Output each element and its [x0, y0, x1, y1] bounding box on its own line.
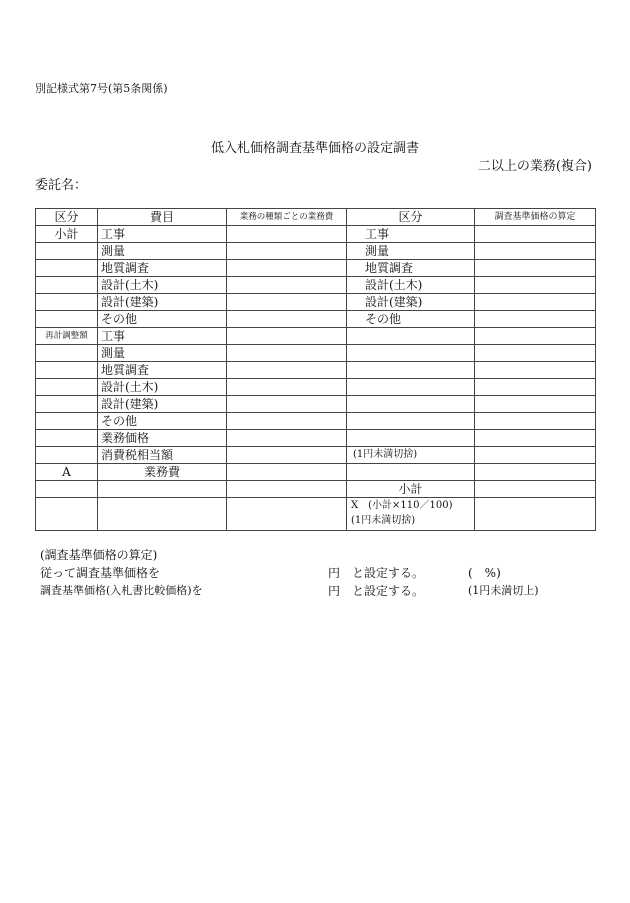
- category-cell: [36, 447, 98, 464]
- table-row: [36, 277, 596, 294]
- table-row: [36, 226, 596, 243]
- cost-cell: [227, 481, 347, 498]
- table-row: [36, 430, 596, 447]
- calc-line1-set: と設定する。: [352, 566, 425, 580]
- x-formula-cell: [347, 498, 475, 531]
- form-reference: 別記様式第7号(第5条関係): [35, 82, 168, 95]
- cost-cell[interactable]: [227, 226, 347, 243]
- calc-line2-label: 調査基準価格(入札書比較価格)を: [40, 584, 203, 597]
- cost-cell[interactable]: [227, 464, 347, 481]
- category-cell: [36, 362, 98, 379]
- cost-cell[interactable]: [227, 379, 347, 396]
- item-label: 地質調査: [98, 260, 227, 277]
- calc-line1-label: 従って調査基準価格を: [40, 566, 161, 580]
- category-cell: [36, 481, 98, 498]
- item-cell: [98, 498, 227, 531]
- right-cell: [347, 328, 475, 345]
- cost-cell[interactable]: [227, 294, 347, 311]
- table-row: [36, 498, 596, 531]
- calc-cell[interactable]: [475, 260, 596, 277]
- cost-cell: [227, 498, 347, 531]
- calc-cell[interactable]: [475, 226, 596, 243]
- header-expense-item: 費目: [98, 209, 227, 226]
- table-row: [36, 481, 596, 498]
- cost-cell[interactable]: [227, 413, 347, 430]
- x-formula: X (小計×110／100): [351, 500, 453, 511]
- item-cell: [98, 481, 227, 498]
- table-row: [36, 243, 596, 260]
- category-cell: [36, 243, 98, 260]
- calc-cell[interactable]: [475, 481, 596, 498]
- subtotal-label-right: 小計: [347, 481, 475, 498]
- item-label: その他: [98, 413, 227, 430]
- header-category: 区分: [36, 209, 98, 226]
- x-round-down-note: (1円未満切捨): [351, 515, 416, 526]
- cost-cell[interactable]: [227, 243, 347, 260]
- table-header-row: [36, 209, 596, 226]
- right-cell: [347, 396, 475, 413]
- item-label: 設計(建築): [98, 294, 227, 311]
- header-base-price-calc: 調査基準価格の算定: [475, 209, 596, 226]
- item-label: 設計(建築): [98, 396, 227, 413]
- cost-cell[interactable]: [227, 277, 347, 294]
- document-subtitle: 二以上の業務(複合): [477, 159, 592, 174]
- category-cell: [36, 277, 98, 294]
- category-cell: [36, 379, 98, 396]
- business-price-label: 業務価格: [98, 430, 227, 447]
- item-label: 測量: [98, 243, 227, 260]
- cost-cell[interactable]: [227, 328, 347, 345]
- calc-cell[interactable]: [475, 328, 596, 345]
- calc-cell[interactable]: [475, 396, 596, 413]
- round-down-note: (1円未満切捨): [347, 447, 475, 464]
- right-item-label: 工事: [347, 226, 475, 243]
- right-cell: [347, 413, 475, 430]
- item-label: 設計(土木): [98, 379, 227, 396]
- item-label: 工事: [98, 226, 227, 243]
- item-label: 設計(土木): [98, 277, 227, 294]
- header-cost-by-type: 業務の種類ごとの業務費: [227, 209, 347, 226]
- right-cell: [347, 362, 475, 379]
- right-item-label: 設計(建築): [347, 294, 475, 311]
- calc-line2-yen: 円: [328, 584, 341, 598]
- cost-cell[interactable]: [227, 260, 347, 277]
- table-row: [36, 328, 596, 345]
- cost-cell[interactable]: [227, 345, 347, 362]
- calc-line2-set: と設定する。: [352, 584, 425, 598]
- category-cell: [36, 498, 98, 531]
- category-cell: [36, 396, 98, 413]
- calc-cell[interactable]: [475, 464, 596, 481]
- tax-equivalent-label: 消費税相当額: [98, 447, 227, 464]
- table-row: [36, 345, 596, 362]
- category-cell: [36, 294, 98, 311]
- right-cell: [347, 379, 475, 396]
- row-a-label: A: [36, 464, 98, 481]
- calc-cell[interactable]: [475, 430, 596, 447]
- right-cell: [347, 345, 475, 362]
- calc-line1-percent: ( %): [468, 566, 501, 580]
- item-label: その他: [98, 311, 227, 328]
- table-row: [36, 362, 596, 379]
- right-item-label: 設計(土木): [347, 277, 475, 294]
- calc-cell[interactable]: [475, 243, 596, 260]
- category-cell: [36, 413, 98, 430]
- table-row: [36, 379, 596, 396]
- calc-line1-yen: 円: [328, 566, 341, 580]
- calc-line2-note: (1円未満切上): [468, 584, 539, 597]
- item-label: 地質調査: [98, 362, 227, 379]
- cost-cell[interactable]: [227, 396, 347, 413]
- category-cell: [36, 260, 98, 277]
- cost-cell[interactable]: [227, 430, 347, 447]
- calc-cell[interactable]: [475, 277, 596, 294]
- calc-cell[interactable]: [475, 413, 596, 430]
- calc-heading: (調査基準価格の算定): [40, 548, 158, 562]
- calc-cell[interactable]: [475, 294, 596, 311]
- right-cell: [347, 464, 475, 481]
- document-title: 低入札価格調査基準価格の設定調書: [210, 141, 419, 156]
- table-row: [36, 396, 596, 413]
- item-label: 工事: [98, 328, 227, 345]
- business-cost-label: 業務費: [98, 464, 227, 481]
- table-row: [36, 447, 596, 464]
- section-label-readjustment: 再計調整額: [36, 328, 98, 345]
- calc-cell[interactable]: [475, 498, 596, 531]
- calc-cell[interactable]: [475, 311, 596, 328]
- table-row: [36, 311, 596, 328]
- right-item-label: 測量: [347, 243, 475, 260]
- right-cell: [347, 430, 475, 447]
- category-cell: [36, 311, 98, 328]
- category-cell: [36, 430, 98, 447]
- table-row: [36, 464, 596, 481]
- cost-cell[interactable]: [227, 447, 347, 464]
- table-row: [36, 294, 596, 311]
- calc-cell[interactable]: [475, 379, 596, 396]
- right-item-label: その他: [347, 311, 475, 328]
- section-label-subtotal: 小計: [36, 226, 98, 243]
- calc-cell[interactable]: [475, 362, 596, 379]
- cost-cell[interactable]: [227, 311, 347, 328]
- calc-cell[interactable]: [475, 447, 596, 464]
- cost-cell[interactable]: [227, 362, 347, 379]
- header-category-right: 区分: [347, 209, 475, 226]
- item-label: 測量: [98, 345, 227, 362]
- table-row: [36, 260, 596, 277]
- table-row: [36, 413, 596, 430]
- price-setting-table: [35, 208, 596, 531]
- calc-cell[interactable]: [475, 345, 596, 362]
- right-item-label: 地質調査: [347, 260, 475, 277]
- consignment-name-label: 委託名：: [35, 178, 88, 193]
- category-cell: [36, 345, 98, 362]
